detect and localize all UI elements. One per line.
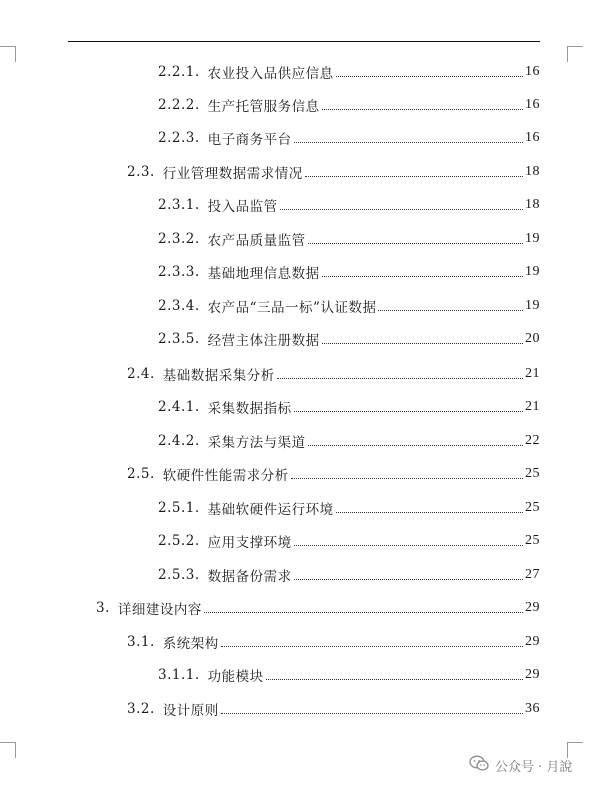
toc-number: 2.2.1.: [158, 64, 200, 80]
toc-entry-3[interactable]: [96, 598, 540, 618]
crop-mark-top-right-h: [567, 46, 583, 47]
toc-entry-2-2-2[interactable]: [158, 95, 540, 115]
toc-number: 2.4.1.: [158, 399, 200, 415]
toc-page-number: 20: [525, 331, 540, 346]
toc-title: 农业投入品供应信息: [207, 66, 334, 82]
toc-leader-dots: [294, 141, 523, 143]
toc-entry-2-4[interactable]: [127, 364, 540, 384]
toc-entry-3-1-1[interactable]: [158, 665, 540, 685]
toc-number: 2.2.3.: [158, 130, 200, 146]
toc-leader-dots: [291, 477, 523, 479]
toc-title: 电子商务平台: [207, 132, 292, 148]
crop-mark-bottom-right-h: [567, 742, 583, 743]
toc-leader-dots: [294, 410, 523, 412]
toc-number: 2.5.2.: [158, 533, 200, 549]
toc-number: 2.3.4.: [158, 298, 200, 314]
toc-title: 投入品监管: [207, 199, 278, 215]
toc-entry-2-5-1[interactable]: [158, 498, 540, 518]
toc-entry-2-2-3[interactable]: [158, 128, 540, 148]
toc-page-number: 22: [525, 433, 540, 448]
toc-leader-dots: [280, 208, 523, 210]
toc-number: 3.1.1.: [158, 667, 200, 683]
toc-page-number: 19: [525, 264, 540, 279]
crop-mark-top-left: [15, 46, 16, 62]
toc-leader-dots: [266, 678, 523, 680]
toc-leader-dots: [308, 242, 523, 244]
toc-title: 详细建设内容: [117, 602, 202, 618]
toc-number: 2.2.2.: [158, 97, 200, 113]
toc-number: 3.: [96, 600, 110, 616]
toc-number: 2.3.: [127, 164, 155, 180]
toc-page-number: 19: [525, 298, 540, 313]
toc-title: 软硬件性能需求分析: [162, 468, 289, 484]
watermark-text: 公众号 · 月說: [495, 759, 573, 775]
toc-leader-dots: [322, 275, 523, 277]
toc-page-number: 16: [525, 130, 540, 145]
toc-entry-2-3[interactable]: [127, 162, 540, 182]
toc-page-number: 25: [525, 500, 540, 515]
toc-page-number: 25: [525, 466, 540, 481]
toc-title: 功能模块: [207, 669, 264, 685]
toc-number: 2.3.3.: [158, 264, 200, 280]
toc-number: 2.3.5.: [158, 331, 200, 347]
toc-page-number: 25: [525, 533, 540, 548]
toc-title: 采集方法与渠道: [207, 435, 306, 451]
toc-entry-2-4-1[interactable]: [158, 397, 540, 417]
toc-leader-dots: [336, 511, 523, 513]
toc-title: 基础地理信息数据: [207, 266, 320, 282]
toc-leader-dots: [277, 377, 523, 379]
toc-page-number: 27: [525, 567, 540, 582]
toc-page-number: 19: [525, 231, 540, 246]
toc-leader-dots: [294, 578, 523, 580]
toc-number: 2.5.: [127, 466, 155, 482]
toc-title: 经营主体注册数据: [207, 333, 320, 349]
toc-entry-2-3-2[interactable]: [158, 229, 540, 249]
toc-number: 2.3.2.: [158, 231, 200, 247]
toc-number: 2.5.1.: [158, 500, 200, 516]
toc-number: 2.5.3.: [158, 567, 200, 583]
wechat-icon: [469, 755, 489, 776]
toc-title: 生产托管服务信息: [207, 99, 320, 115]
toc-leader-dots: [204, 611, 523, 613]
header-rule: [68, 41, 540, 42]
toc-number: 2.4.2.: [158, 433, 200, 449]
toc-entry-2-4-2[interactable]: [158, 431, 540, 451]
toc-leader-dots: [308, 444, 523, 446]
toc-leader-dots: [221, 645, 523, 647]
crop-mark-top-left-h: [0, 46, 16, 47]
toc-page-number: 21: [525, 399, 540, 414]
toc-page-number: 29: [525, 667, 540, 682]
toc-title: 行业管理数据需求情况: [162, 166, 303, 182]
toc-leader-dots: [336, 75, 523, 77]
toc-entry-2-3-4[interactable]: [158, 296, 540, 316]
toc-leader-dots: [221, 712, 523, 714]
toc-entry-3-2[interactable]: [127, 699, 540, 719]
crop-mark-bottom-left: [15, 742, 16, 758]
toc-leader-dots: [322, 342, 523, 344]
toc-title: 农产品质量监管: [207, 233, 306, 249]
toc-leader-dots: [305, 175, 523, 177]
crop-mark-top-right: [567, 46, 568, 62]
crop-mark-bottom-left-h: [0, 742, 16, 743]
toc-title: 基础数据采集分析: [162, 368, 275, 384]
toc-entry-2-3-1[interactable]: [158, 195, 540, 215]
toc-page-number: 18: [525, 164, 540, 179]
toc-entry-2-2-1[interactable]: [158, 62, 540, 82]
toc-title: 采集数据指标: [207, 401, 292, 417]
toc-leader-dots: [322, 108, 523, 110]
toc-number: 3.1.: [127, 634, 155, 650]
toc-title: 系统架构: [162, 636, 219, 652]
watermark: [469, 754, 572, 776]
toc-page-number: 29: [525, 600, 540, 615]
toc-title: 基础软硬件运行环境: [207, 502, 334, 518]
toc-entry-2-5[interactable]: [127, 464, 540, 484]
toc-number: 2.3.1.: [158, 197, 200, 213]
toc-number: 2.4.: [127, 366, 155, 382]
toc-title: 设计原则: [162, 703, 219, 719]
toc-page-number: 16: [525, 64, 540, 79]
toc-leader-dots: [378, 309, 523, 311]
toc-title: 农产品“三品一标”认证数据: [207, 300, 377, 316]
toc-page-number: 36: [525, 701, 540, 716]
toc-entry-2-5-2[interactable]: [158, 531, 540, 551]
toc-page-number: 16: [525, 97, 540, 112]
toc-entry-2-3-5[interactable]: [158, 329, 540, 349]
toc-title: 应用支撑环境: [207, 535, 292, 551]
toc-entry-2-3-3[interactable]: [158, 262, 540, 282]
toc-number: 3.2.: [127, 701, 155, 717]
toc-leader-dots: [294, 544, 523, 546]
toc-page-number: 29: [525, 634, 540, 649]
toc-entry-2-5-3[interactable]: [158, 565, 540, 585]
toc-title: 数据备份需求: [207, 569, 292, 585]
toc-entry-3-1[interactable]: [127, 632, 540, 652]
toc-page-number: 18: [525, 197, 540, 212]
toc-page-number: 21: [525, 366, 540, 381]
